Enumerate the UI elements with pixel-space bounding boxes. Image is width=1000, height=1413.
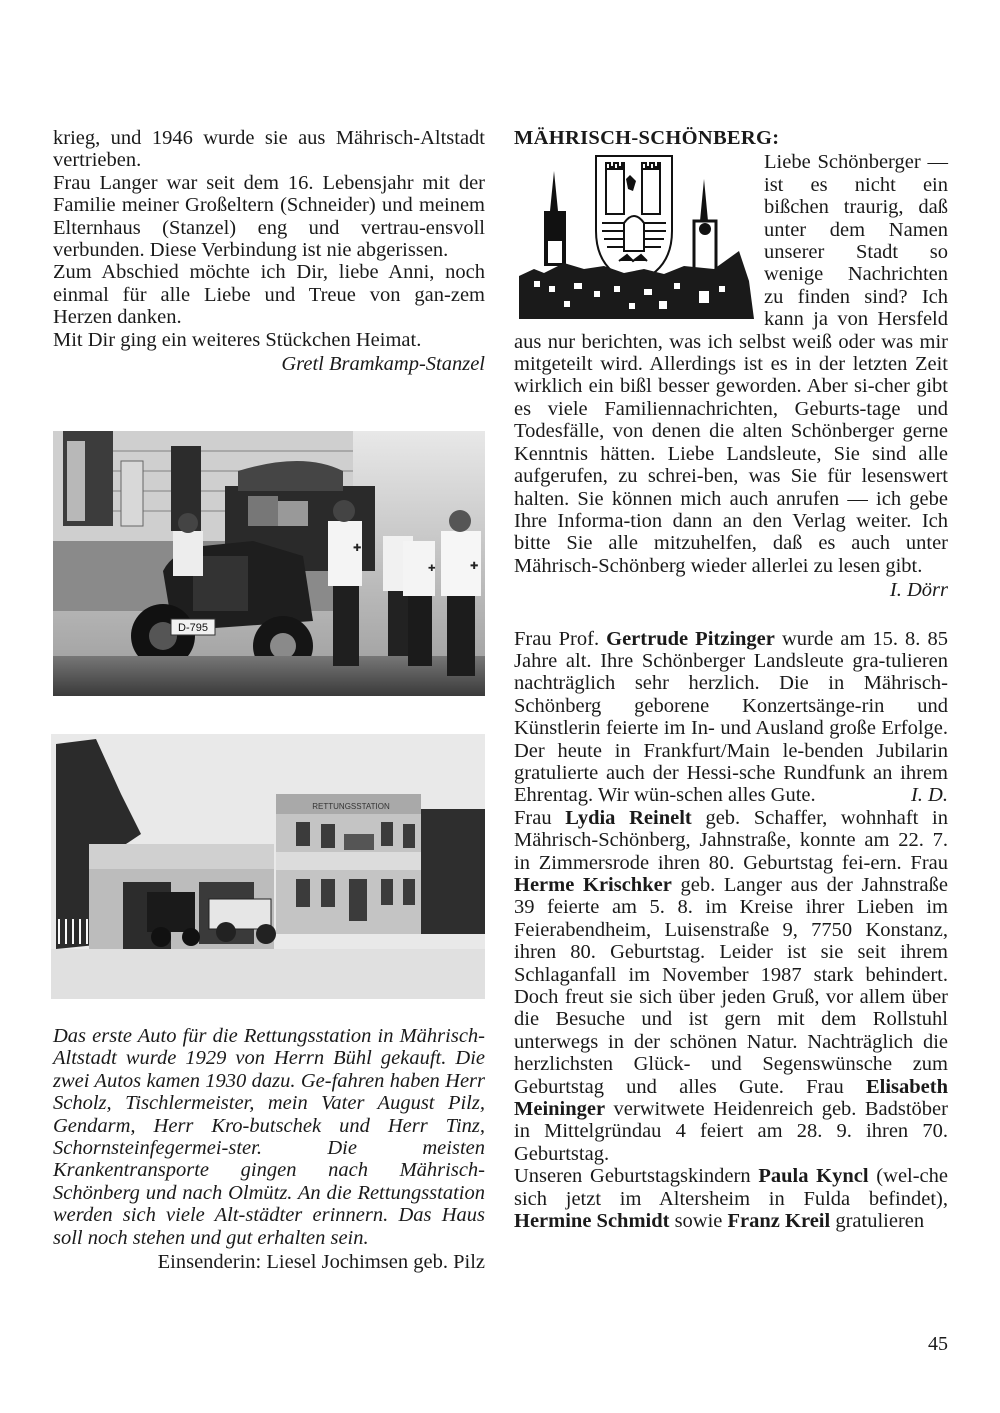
intro-letter: Liebe Schönberger — ist es nicht ein bißchen traurig, daß unter dem Namen unserer Stadt so wenige Nachrichten zu finden sind? Ich kann ja von Hersfeld aus nur berichten, was ich selbst weiß oder was mir mitgeteilt wird. Allerdings ist es in der letzten Zeit wirklich ein bißl besser geworden. Aber si-cher gibt es viele Familiennachrichten, Geburts-tage und Todesfälle, von denen die alten Schönberger gerne Kenntnis hätten. Liebe Landsleute, Sie sind alle aufgerufen, zu schrei-ben, was Sie für lesenswert halten. Sie können mich auch anrufen — ich gebe Ihre Informa-tion dann an den Verlag weiter. Ich bitte Sie alle mitzuhelfen, daß es auch unter Mährisch-Schönberg wieder allerlei zu lesen gibt. — [514, 151, 948, 577]
news-text: geb. Langer aus der Jahnstraße 39 feierte am 5. 8. im Kreise ihrer Lieben im Feierabendheim, Luisenstraße 9, 7750 Konstanz, ihren 80. Geburtstag. Leider ist sie seit ihrem Schlaganfall im November 1987 stark behindert. Doch freut sie sich über jeden Gruß, vor allem über die Besuche und ist gern mit dem Rollstuhl unterwegs in der schönen Natur. Nachträglich die herzlichsten Glück- und Segenswünsche zum Geburtstag und alles Gute. Frau — [514, 874, 948, 1098]
svg-text:✚: ✚ — [428, 563, 436, 573]
news-reinelt-krischker-meininger — [514, 807, 948, 1166]
signature-gretl: Gretl Bramkamp-Stanzel — [281, 353, 485, 376]
news-text: wurde am 15. 8. 85 Jahre alt. Ihre Schönberger Landsleute gra-tulieren nachträglich sehr herzlich. Die in Mährisch-Schönberg geborene Konzertsänge-rin und Künstlerin feierte im In- und Ausland große Erfolge. Der heute in Frankfurt/Main le-benden Jubilarin gratulierte auch der Hessi-sche Rundfunk an ihrem Ehrentag. Wir wün-schen alles Gute. — [514, 627, 948, 807]
section-heading: MÄHRISCH-SCHÖNBERG: — [514, 127, 780, 149]
sender-credit: Einsenderin: Liesel Jochimsen geb. Pilz — [157, 1251, 485, 1274]
news-text: (wel-che sich jetzt im Altersheim in Fulda befindet), — [514, 1165, 949, 1210]
coat-of-arms-icon — [514, 151, 756, 319]
person-name: Elisabeth Meininger — [514, 1075, 948, 1121]
news-text: gratulieren — [830, 1210, 925, 1233]
page-number: 45 — [928, 1333, 948, 1355]
news-birthday-children — [514, 1165, 948, 1232]
paragraph-heimat: Mit Dir ging ein weiteres Stückchen Heimat. — [53, 328, 422, 351]
town-crest-illustration — [514, 151, 756, 319]
news-text: verwitwete Heidenreich geb. Badstöber in Mittelgründau 4 feiert am 28. 9. ihren 70. Geburtstag. — [514, 1098, 948, 1165]
paragraph-vertrieben: krieg, und 1946 wurde sie aus Mährisch-Altstadt vertrieben. — [53, 127, 485, 172]
person-name: Hermine Schmidt — [514, 1210, 670, 1233]
paragraph-frau-langer: Frau Langer war seit dem 16. Lebensjahr mit der Familie meiner Großeltern (Schneider) und meinem Elternhaus (Stanzel) eng und vertrau-ensvoll verbunden. Diese Verbindung ist nie abgerissen. — [53, 171, 485, 262]
person-name: Lydia Reinelt — [565, 806, 692, 829]
person-name: Paula Kyncl — [758, 1165, 869, 1188]
signature-doerr: I. Dörr — [889, 579, 948, 602]
signature-id: I. D. — [910, 784, 948, 807]
station-sign-text: RETTUNGSSTATION — [312, 802, 390, 811]
news-text: Frau Prof. — [514, 627, 607, 650]
person-name: Gertrude Pitzinger — [606, 627, 775, 650]
svg-text:✚: ✚ — [353, 543, 362, 554]
person-name: Franz Kreil — [727, 1210, 831, 1233]
left-column — [53, 127, 485, 375]
news-text: Unseren Geburtstagskindern — [514, 1165, 759, 1188]
ambulance-photo-image — [53, 431, 485, 696]
license-plate-text: D-795 — [178, 622, 208, 634]
news-pitzinger — [514, 628, 948, 807]
news-text: sowie — [669, 1210, 728, 1233]
person-name: Herme Krischker — [514, 874, 672, 896]
photo-rettungsstation — [51, 734, 485, 999]
photo-caption-block — [53, 1025, 485, 1273]
photo-caption: Das erste Auto für die Rettungsstation in Mährisch-Altstadt wurde 1929 von Herrn Bühl gekauft. Die zwei Autos kamen 1930 dazu. Ge-fahren haben Herr Scholz, Tischlermeister, mein Vater August Pilz, Gendarm, Herr Kro-butschek und Herr Tinz, Schornsteinfegermei-ster. Die meisten Krankentransporte gingen nach Mährisch-Schönberg und nach Olmütz. An die Rettungsstation werden sich viele Alt-städter erinnern. Das Haus soll noch stehen und gut erhalten sein. — [53, 1025, 485, 1249]
right-column — [514, 127, 948, 1233]
paragraph-abschied: Zum Abschied möchte ich Dir, liebe Anni, noch einmal für alle Liebe und Treue von gan-zem Herzen danken. — [53, 261, 485, 329]
svg-text:✚: ✚ — [470, 561, 479, 572]
news-text: Frau — [514, 806, 566, 829]
news-text: geb. Schaffer, wohnhaft in Mährisch-Schönberg, Jahnstraße, konnte am 22. 7. in Zimmersrode ihren 80. Geburtstag fei-ern. Frau — [514, 806, 948, 874]
photo-ambulance-car — [53, 431, 485, 696]
station-photo-image — [51, 734, 485, 999]
